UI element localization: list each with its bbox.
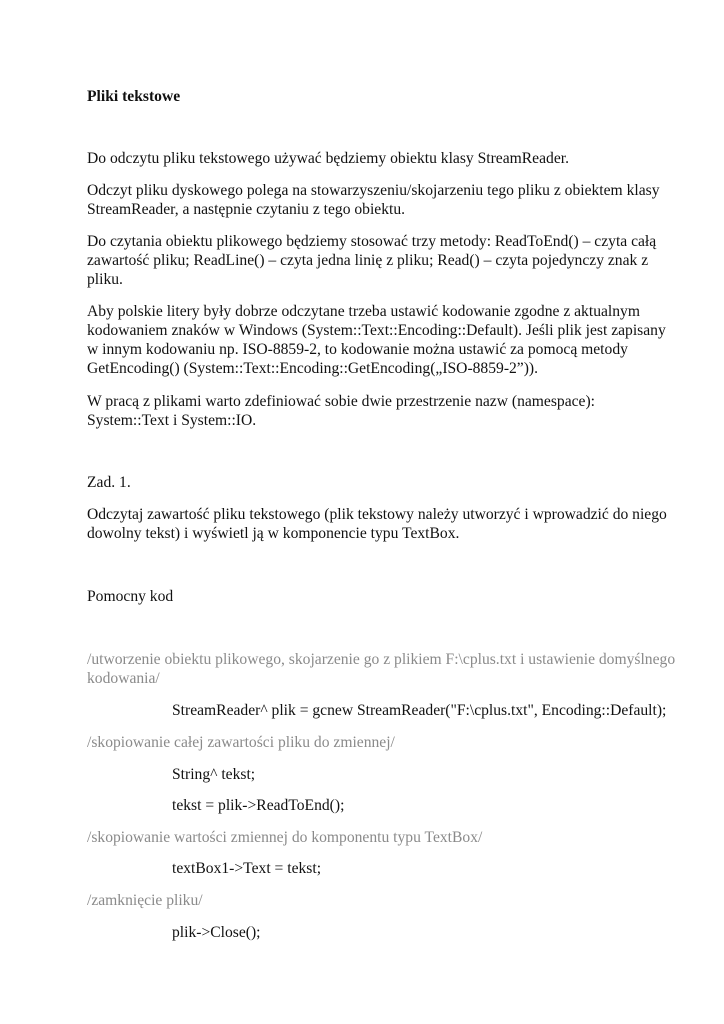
intro-line: Do czytania obiektu plikowego będziemy stosować trzy metody: ReadToEnd() – czyta całą <box>87 233 657 250</box>
code-line: tekst = plik->ReadToEnd(); <box>172 797 345 814</box>
task-line: dowolny tekst) i wyświetl ją w komponencie typu TextBox. <box>87 525 460 542</box>
code-comment: /skopiowanie całej zawartości pliku do zmiennej/ <box>87 734 395 751</box>
intro-line: zawartość pliku; ReadLine() – czyta jedna linię z pliku; Read() – czyta pojedynczy znak z <box>87 252 649 269</box>
intro-line: System::Text i System::IO. <box>87 412 257 429</box>
code-line: plik->Close(); <box>172 924 261 941</box>
intro-line: Odczyt pliku dyskowego polega na stowarzyszeniu/skojarzeniu tego pliku z obiektem klasy <box>87 182 660 199</box>
task-line: Odczytaj zawartość pliku tekstowego (plik tekstowy należy utworzyć i wprowadzić do niego <box>87 506 667 523</box>
helper-heading: Pomocny kod <box>87 588 174 605</box>
code-line: textBox1->Text = tekst; <box>172 860 322 877</box>
code-comment: /zamknięcie pliku/ <box>87 892 203 909</box>
intro-line: W pracą z plikami warto zdefiniować sobie dwie przestrzenie nazw (namespace): <box>87 393 595 410</box>
code-line: StreamReader^ plik = gcnew StreamReader("F:\cplus.txt", Encoding::Default); <box>172 702 667 719</box>
intro-line: Aby polskie litery były dobrze odczytane trzeba ustawić kodowanie zgodne z aktualnym <box>87 303 640 320</box>
intro-line: kodowaniem znaków w Windows (System::Text::Encoding::Default). Jeśli plik jest zapisany <box>87 322 666 339</box>
code-comment: /skopiowanie wartości zmiennej do komponentu typu TextBox/ <box>87 829 483 846</box>
code-line: String^ tekst; <box>172 766 256 783</box>
intro-line: Do odczytu pliku tekstowego używać będziemy obiektu klasy StreamReader. <box>87 150 569 167</box>
code-comment: kodowania/ <box>87 670 160 687</box>
intro-line: w innym kodowaniu np. ISO-8859-2, to kodowanie można ustawić za pomocą metody <box>87 341 628 358</box>
intro-line: pliku. <box>87 271 123 288</box>
intro-line: StreamReader, a następnie czytaniu z tego obiektu. <box>87 201 406 218</box>
code-comment: /utworzenie obiektu plikowego, skojarzenie go z plikiem F:\cplus.txt i ustawienie domyślnego <box>87 651 676 668</box>
document-title: Pliki tekstowe <box>87 88 181 105</box>
intro-line: GetEncoding() (System::Text::Encoding::GetEncoding(„ISO-8859-2”)). <box>87 360 539 377</box>
task-heading: Zad. 1. <box>87 474 131 491</box>
